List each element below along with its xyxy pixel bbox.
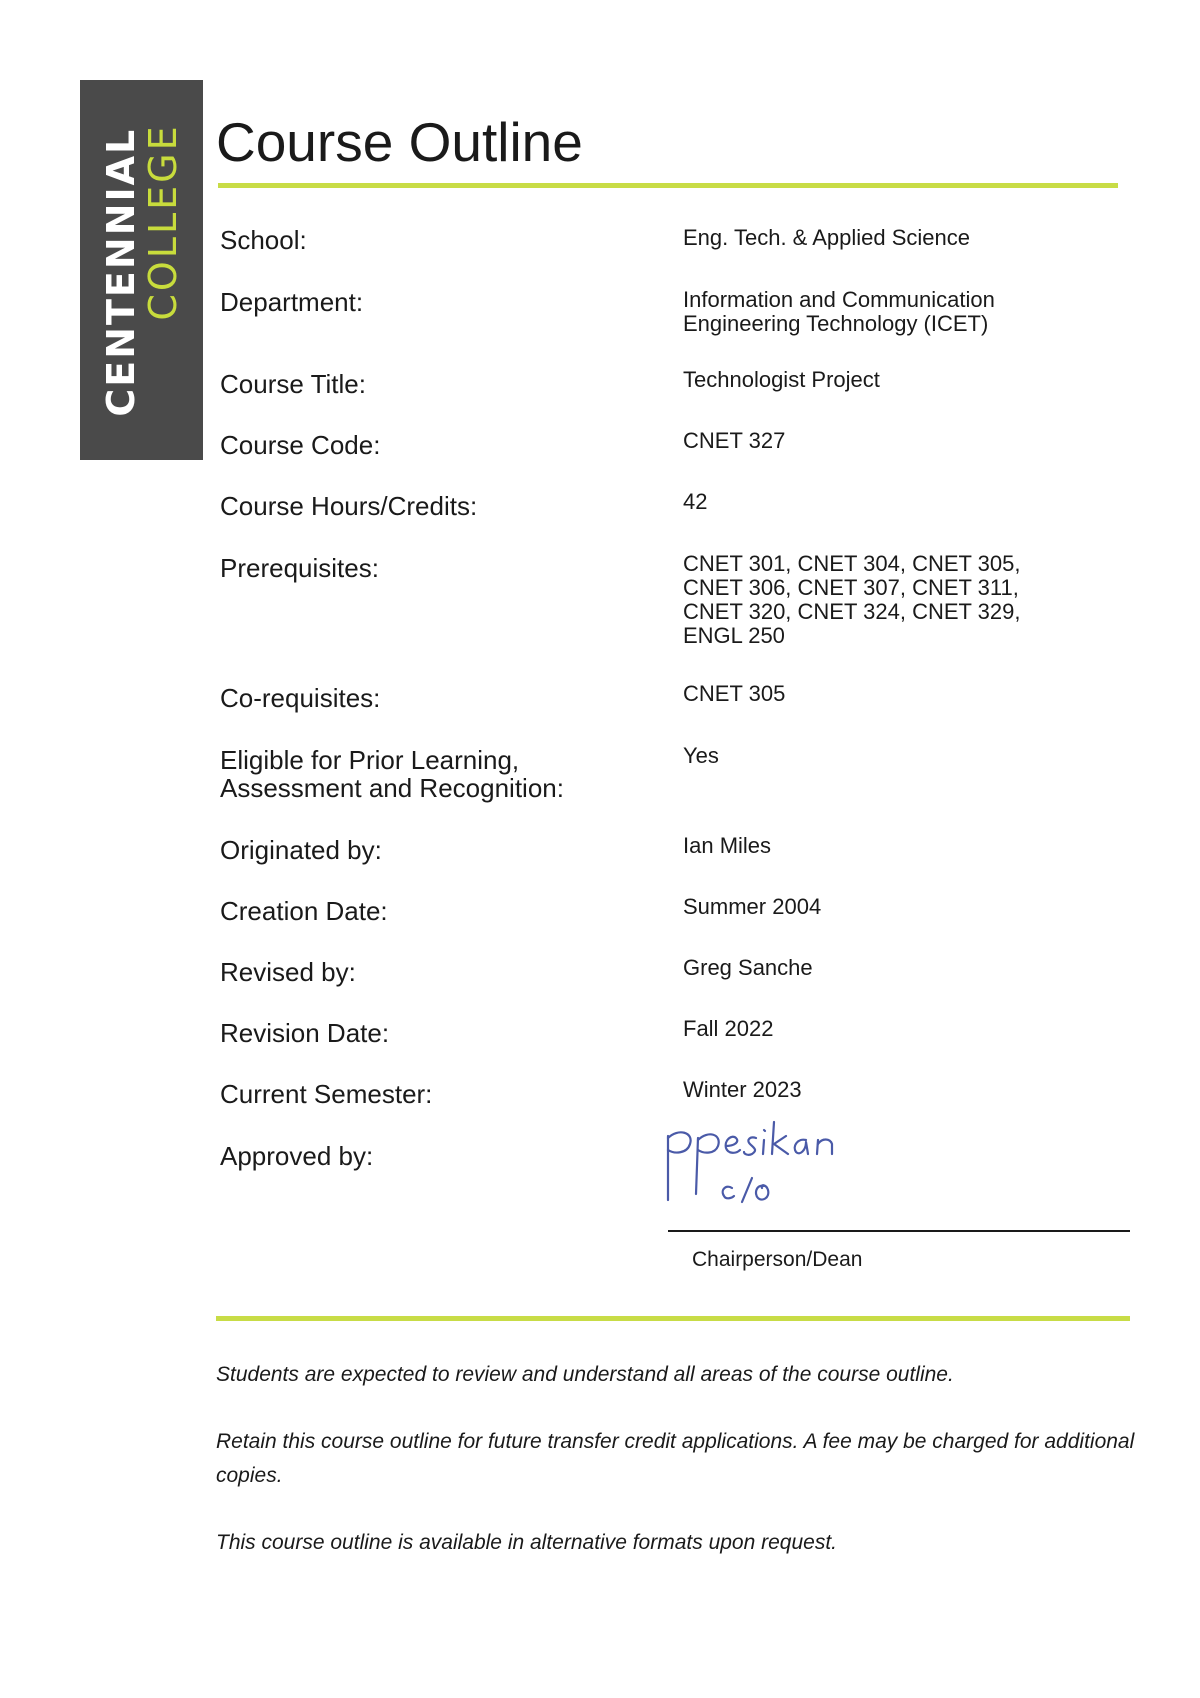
note-retain: Retain this course outline for future transfer credit applications. A fee may be charged for additional copies. [216,1430,1135,1487]
originated-by-label: Originated by: [220,835,382,865]
revised-by-label: Revised by: [220,957,356,987]
current-semester-value: Winter 2023 [683,1077,802,1102]
school-value: Eng. Tech. & Applied Science [683,225,971,250]
note-formats: This course outline is available in alternative formats upon request. [216,1531,837,1554]
college-logo [80,80,203,460]
logo-line-centennial: CENTENNIAL [99,127,143,417]
course-hours-label: Course Hours/Credits: [220,491,478,521]
corequisites-value: CNET 305 [683,681,786,706]
title-divider [218,183,1118,188]
logo-line-college: COLLEGE [141,123,185,321]
corequisites-label: Co-requisites: [220,683,381,713]
prior-learning-label: Eligible for Prior Learning, Assessment and Recognition: [220,745,564,803]
current-semester-label: Current Semester: [220,1079,433,1109]
course-title-value: Technologist Project [683,367,880,392]
signature-image [660,1118,900,1228]
prerequisites-value: CNET 301, CNET 304, CNET 305, CNET 306, CNET 307, CNET 311, CNET 320, CNET 324, CNET 329, ENGL 250 [683,551,1021,648]
school-label: School: [220,225,307,255]
department-value: Information and Communication Engineering Technology (ICET) [683,287,995,336]
course-code-value: CNET 327 [683,428,786,453]
course-hours-value: 42 [683,489,708,514]
note-review: Students are expected to review and understand all areas of the course outline. [216,1363,954,1386]
page-title: Course Outline [216,111,583,173]
creation-date-value: Summer 2004 [683,894,822,919]
revised-by-value: Greg Sanche [683,955,813,980]
signature-line [668,1230,1130,1232]
signature-caption: Chairperson/Dean [692,1248,863,1271]
approved-by-label: Approved by: [220,1141,374,1171]
department-label: Department: [220,287,364,317]
course-title-label: Course Title: [220,369,366,399]
course-code-label: Course Code: [220,430,381,460]
revision-date-label: Revision Date: [220,1018,390,1048]
prerequisites-label: Prerequisites: [220,553,379,583]
creation-date-label: Creation Date: [220,896,388,926]
originated-by-value: Ian Miles [683,833,772,858]
footer-divider [216,1316,1130,1321]
revision-date-value: Fall 2022 [683,1016,774,1041]
prior-learning-value: Yes [683,743,719,768]
